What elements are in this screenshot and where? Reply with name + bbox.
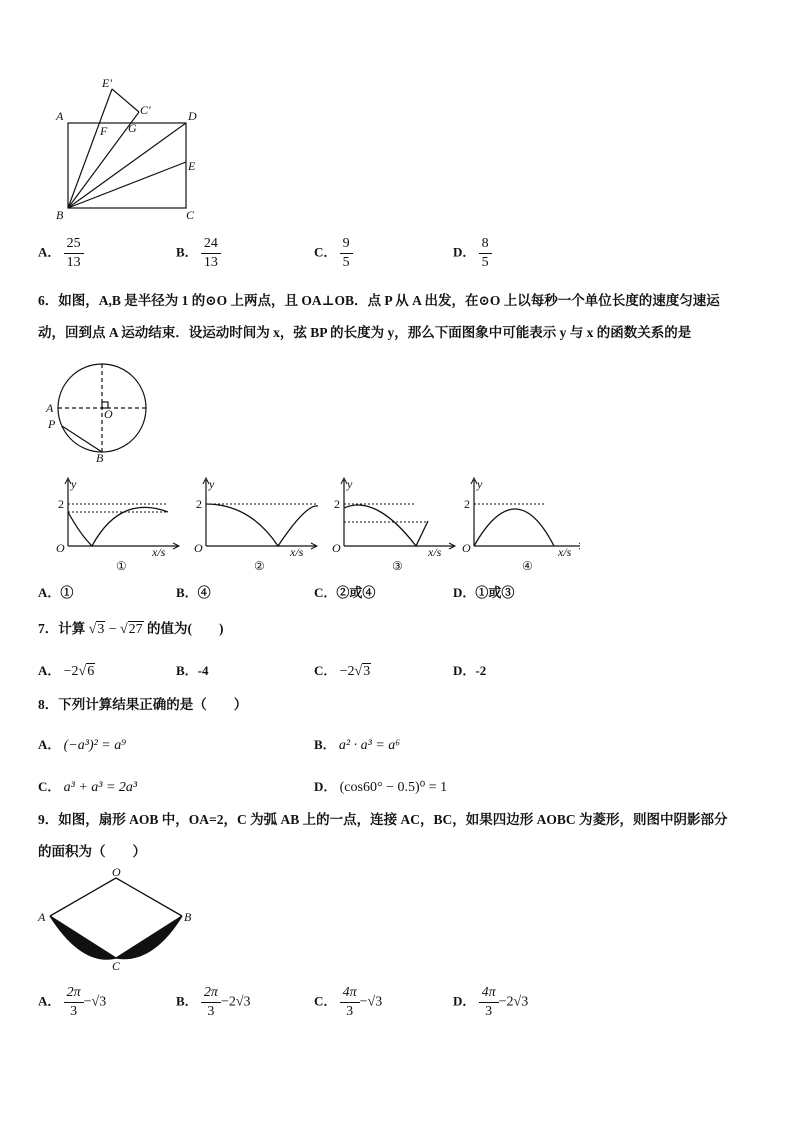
q9-sector-figure bbox=[34, 866, 196, 972]
x-label: x/s bbox=[290, 545, 304, 559]
label-C: C bbox=[186, 208, 195, 222]
q9-stem-line1: 9．如图，扇形 AOB 中，OA=2，C 为弧 AB 上的一点，连接 AC，BC，如果四边形 AOBC 为菱形，则图中阴影部分 bbox=[38, 812, 728, 827]
label-B: B bbox=[96, 451, 104, 464]
q6-option-d[interactable]: D．①或③ bbox=[453, 585, 515, 600]
origin-label: O bbox=[56, 541, 65, 555]
label-E-prime: E′ bbox=[102, 76, 112, 90]
y-label: y bbox=[209, 477, 215, 491]
label-C: C bbox=[112, 959, 121, 972]
graph-number: ① bbox=[116, 559, 127, 573]
label-A: A bbox=[46, 401, 54, 415]
q5-option-c[interactable]: C． $\frac{9}{5}$ bbox=[314, 235, 353, 272]
q6-option-a[interactable]: A．① bbox=[38, 585, 74, 600]
q8-option-d[interactable]: D． (cos60° − 0.5)⁰ = 1 bbox=[314, 779, 448, 795]
y-label: y bbox=[347, 477, 353, 491]
label-E: E bbox=[188, 159, 196, 173]
q6-option-c[interactable]: C．②或④ bbox=[314, 585, 376, 600]
tick-2: 2 bbox=[196, 497, 202, 511]
q6-stem-line1: 6．如图，A,B 是半径为 1 的⊙O 上两点，且 OA⊥OB．点 P 从 A 出发，在⊙O 上以每秒一个单位长度的速度匀速运 bbox=[38, 293, 720, 308]
q7-option-c[interactable]: C． −2√3 bbox=[314, 663, 371, 679]
function-curve bbox=[344, 505, 428, 546]
q9-option-d[interactable]: D． $\frac{4\pi}{3}$ −2√3 bbox=[453, 985, 529, 1019]
origin-label: O bbox=[194, 541, 203, 555]
graph-number: ② bbox=[254, 559, 265, 573]
x-label: x/s bbox=[558, 545, 572, 559]
label-O: O bbox=[112, 866, 121, 879]
q7-option-b[interactable]: B．-4 bbox=[176, 663, 209, 678]
tick-2: 2 bbox=[334, 497, 340, 511]
q9-option-a[interactable]: A． $\frac{2\pi}{3}$ −√3 bbox=[38, 985, 107, 1019]
q7-option-a[interactable]: A． −2√6 bbox=[38, 663, 95, 679]
label-O: O bbox=[104, 407, 113, 421]
q6-stem-line2: 动，回到点 A 运动结束．设运动时间为 x，弦 BP 的长度为 y，那么下面图象中可能表示 y 与 x 的函数关系的是 bbox=[38, 325, 692, 340]
label-C-prime: C′ bbox=[140, 103, 151, 117]
tick-2: 2 bbox=[464, 497, 470, 511]
label-A: A bbox=[38, 910, 46, 924]
function-curve bbox=[474, 509, 554, 546]
q9-stem-line2: 的面积为（ ） bbox=[38, 844, 146, 859]
q7-option-d[interactable]: D．-2 bbox=[453, 663, 487, 678]
q8-option-c[interactable]: C． a³ + a³ = 2a³ bbox=[38, 779, 138, 795]
graph-number: ④ bbox=[522, 559, 533, 573]
graph-3 bbox=[332, 477, 455, 573]
q6-option-b[interactable]: B．④ bbox=[176, 585, 211, 600]
y-label: y bbox=[477, 477, 483, 491]
q9-option-b[interactable]: B． $\frac{2\pi}{3}$ −2√3 bbox=[176, 985, 251, 1019]
label-B: B bbox=[56, 208, 64, 222]
graph-1 bbox=[56, 477, 179, 573]
label-B: B bbox=[184, 910, 192, 924]
tick-2: 2 bbox=[58, 497, 64, 511]
q8-option-a[interactable]: A． (−a³)² = a⁹ bbox=[38, 737, 127, 753]
function-curve bbox=[68, 507, 168, 546]
label-G: G bbox=[128, 121, 137, 135]
label-P: P bbox=[48, 417, 56, 431]
label-F: F bbox=[100, 124, 108, 138]
origin-label: O bbox=[462, 541, 471, 555]
q5-option-a[interactable]: A． $\frac{25}{13}$ bbox=[38, 235, 84, 272]
origin-label: O bbox=[332, 541, 341, 555]
graph-number: ③ bbox=[392, 559, 403, 573]
q8-option-b[interactable]: B． a² · a³ = a⁶ bbox=[314, 737, 401, 753]
x-label: x/s bbox=[152, 545, 166, 559]
label-D: D bbox=[188, 109, 197, 123]
q6-graphs bbox=[40, 476, 580, 574]
y-label: y bbox=[71, 477, 77, 491]
q6-circle-figure bbox=[40, 358, 150, 464]
x-label: x/s bbox=[428, 545, 442, 559]
q9-option-c[interactable]: C． $\frac{4\pi}{3}$ −√3 bbox=[314, 985, 383, 1019]
q5-option-b[interactable]: B． $\frac{24}{13}$ bbox=[176, 235, 221, 272]
label-A: A bbox=[56, 109, 64, 123]
graph-2 bbox=[194, 477, 318, 573]
q8-stem: 8．下列计算结果正确的是（ ） bbox=[38, 697, 248, 712]
graph-4 bbox=[462, 477, 580, 573]
function-curve bbox=[206, 504, 318, 546]
q7-stem: 7．计算 √3 − √27 的值为( ) bbox=[38, 621, 224, 637]
q5-option-d[interactable]: D． $\frac{8}{5}$ bbox=[453, 235, 492, 272]
q5-figure bbox=[50, 70, 210, 225]
